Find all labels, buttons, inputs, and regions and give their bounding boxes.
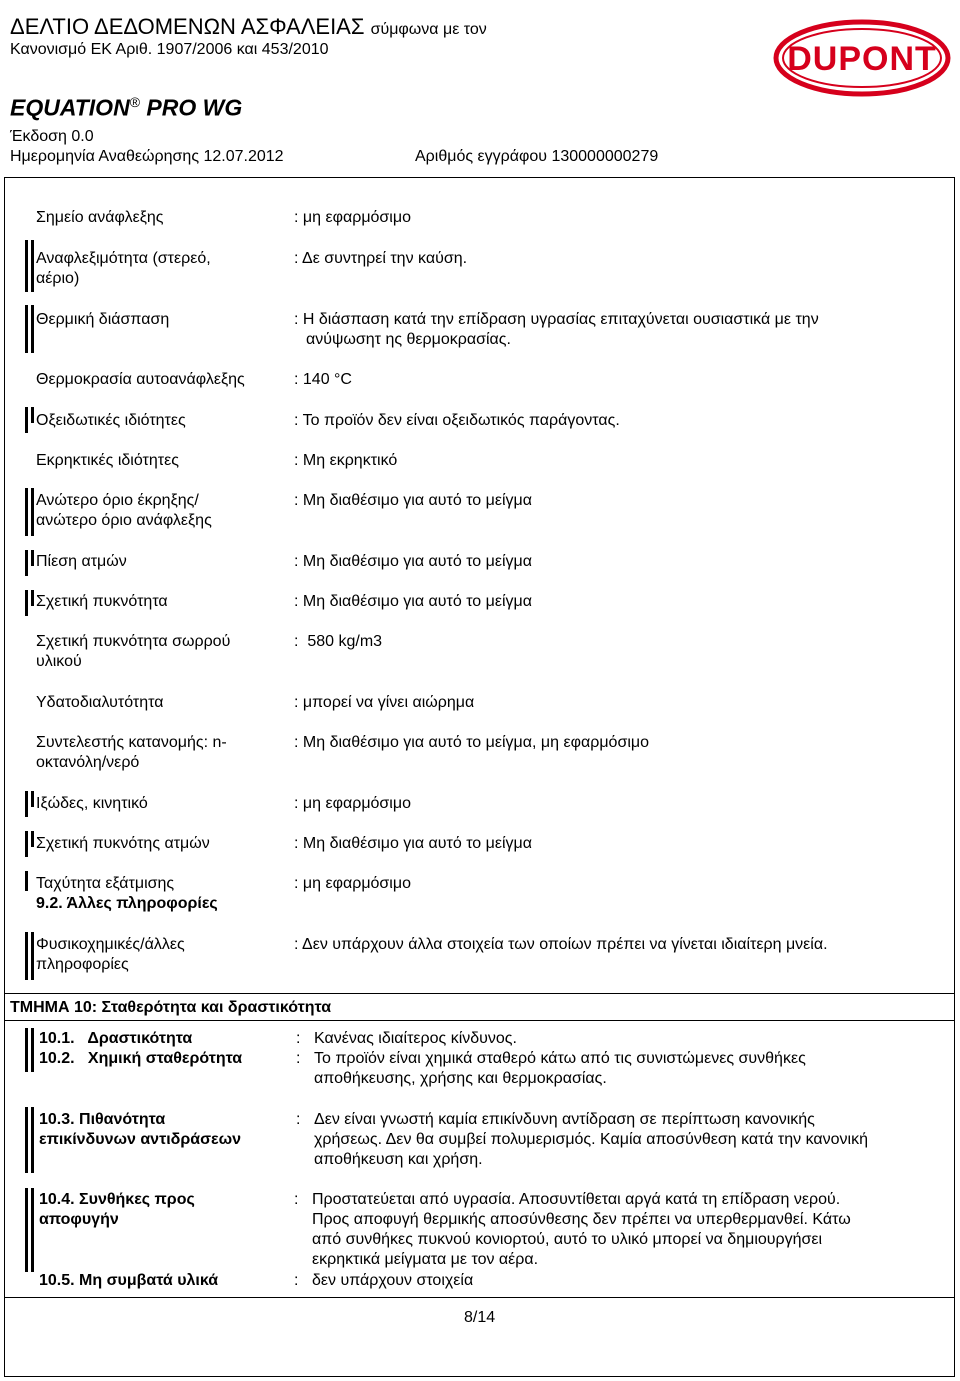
prop-value: : Μη διαθέσιμο για αυτό το μείγμα bbox=[294, 593, 533, 610]
subsection-text: Προς αποφυγή θερμικής αποσύνθεσης δεν πρέπει να υπερθερμανθεί. Κάτω bbox=[312, 1211, 851, 1228]
subsection-label: 10.2. Χημική σταθερότητα bbox=[39, 1050, 243, 1067]
prop-label: Θερμική διάσπαση bbox=[36, 311, 170, 328]
subsection-label: 10.4. Συνθήκες προς bbox=[39, 1191, 195, 1208]
subsection-text: αποθήκευση και χρήση. bbox=[314, 1151, 483, 1168]
prop-label: Φυσικοχημικές/άλλες bbox=[36, 936, 185, 953]
subsection-text: από συνθήκες πυκνού κονιορτού, αυτό το υλικό μπορεί να δημιουργήσει bbox=[312, 1231, 823, 1248]
prop-value: : Το προϊόν δεν είναι οξειδωτικός παράγοντας. bbox=[294, 412, 620, 429]
prop-label-cont: πληροφορίες bbox=[36, 956, 129, 973]
change-bar bbox=[31, 590, 34, 606]
subsection-label: 10.1. Δραστικότητα bbox=[39, 1030, 193, 1047]
subsection-text: χρήσεως. Δεν θα συμβεί πολυμερισμός. Καμία αποσύνθεση κατά την κανονική bbox=[314, 1131, 868, 1148]
change-bar bbox=[31, 407, 34, 423]
prop-value-cont: ανύψωσητ ης θερμοκρασίας. bbox=[306, 331, 511, 348]
change-bar bbox=[25, 1028, 28, 1072]
prop-label: Οξειδωτικές ιδιότητες bbox=[36, 412, 186, 429]
subsection-label: 10.3. Πιθανότητα bbox=[39, 1111, 166, 1128]
prop-label: Υδατοδιαλυτότητα bbox=[36, 694, 164, 711]
change-bar bbox=[25, 550, 28, 576]
subsection-heading: 9.2. Άλλες πληροφορίες bbox=[36, 895, 218, 912]
prop-value: : Η διάσπαση κατά την επίδραση υγρασίας επιταχύνεται ουσιαστικά με την bbox=[294, 311, 819, 328]
prop-value: : Δεν υπάρχουν άλλα στοιχεία των οποίων πρέπει να γίνεται ιδιαίτερη μνεία. bbox=[294, 936, 828, 953]
prop-label-cont: ανώτερο όριο ανάφλεξης bbox=[36, 512, 212, 529]
section-heading: ΤΜΗΜΑ 10: Σταθερότητα και δραστικότητα bbox=[10, 999, 332, 1016]
prop-label-cont: υλικού bbox=[36, 653, 82, 670]
change-bar bbox=[25, 831, 28, 857]
page-number: 8/14 bbox=[464, 1309, 496, 1326]
prop-value: : Μη εκρηκτικό bbox=[294, 452, 398, 469]
title-main: ΔΕΛΤΙΟ ΔΕΔΟΜΕΝΩΝ ΑΣΦΑΛΕΙΑΣ bbox=[10, 14, 365, 39]
change-bar bbox=[31, 305, 34, 353]
subsection-text: εκρηκτικά μείγματα με τον αέρα. bbox=[312, 1251, 539, 1268]
svg-text:DUPONT: DUPONT bbox=[787, 40, 937, 78]
prop-label: Θερμοκρασία αυτοανάφλεξης bbox=[36, 371, 245, 388]
change-bar bbox=[25, 488, 28, 536]
change-bar bbox=[31, 932, 34, 980]
prop-value: : Μη διαθέσιμο για αυτό το μείγμα, μη εφαρμόσιμο bbox=[294, 734, 649, 751]
prop-label: Ανώτερο όριο έκρηξης/ bbox=[36, 492, 199, 509]
regulation-line: Κανονισμό ΕΚ Αριθ. 1907/2006 και 453/2010 bbox=[10, 41, 329, 58]
change-bar bbox=[31, 1028, 34, 1072]
colon: : bbox=[296, 1050, 301, 1067]
prop-label: Αναφλεξιμότητα (στερεό, bbox=[36, 250, 211, 267]
prop-value: : μη εφαρμόσιμο bbox=[294, 209, 411, 226]
change-bar bbox=[31, 240, 34, 292]
change-bar bbox=[31, 488, 34, 536]
subsection-text: Δεν είναι γνωστή καμία επικίνδυνη αντίδραση σε περίπτωση κανονικής bbox=[314, 1111, 815, 1128]
subsection-text: δεν υπάρχουν στοιχεία bbox=[312, 1272, 474, 1289]
section-rule bbox=[4, 993, 955, 994]
prop-label: Σημείο ανάφλεξης bbox=[36, 209, 164, 226]
colon: : bbox=[294, 1272, 299, 1289]
change-bar bbox=[31, 550, 34, 566]
document-number: Αριθμός εγγράφου 130000000279 bbox=[415, 148, 659, 165]
colon: : bbox=[296, 1111, 301, 1128]
prop-label: Πίεση ατμών bbox=[36, 553, 127, 570]
colon: : bbox=[296, 1030, 301, 1047]
change-bar bbox=[25, 932, 28, 980]
prop-label: Εκρηκτικές ιδιότητες bbox=[36, 452, 179, 469]
subsection-label-cont: επικίνδυνων αντιδράσεων bbox=[39, 1131, 242, 1148]
version-line: Έκδοση 0.0 bbox=[10, 128, 94, 145]
change-bar bbox=[25, 407, 28, 433]
prop-label: Συντελεστής κατανομής: n- bbox=[36, 734, 227, 751]
prop-label-cont: αέριο) bbox=[36, 270, 80, 287]
prop-label: Σχετική πυκνότητα σωρρού bbox=[36, 633, 231, 650]
subsection-label: 10.5. Μη συμβατά υλικά bbox=[39, 1272, 219, 1289]
document-title bbox=[10, 14, 487, 43]
change-bar bbox=[31, 831, 34, 847]
change-bar bbox=[31, 1188, 34, 1272]
change-bar bbox=[31, 1107, 34, 1173]
colon: : bbox=[294, 1191, 299, 1208]
change-bar bbox=[25, 871, 28, 891]
prop-value: : Μη διαθέσιμο για αυτό το μείγμα bbox=[294, 835, 533, 852]
subsection-text: Το προϊόν είναι χημικά σταθερό κάτω από τις συνιστώμενες συνθήκες bbox=[314, 1050, 806, 1067]
revision-date: Ημερομηνία Αναθεώρησης 12.07.2012 bbox=[10, 148, 284, 165]
footer-rule bbox=[4, 1297, 955, 1298]
prop-value: : 580 kg/m3 bbox=[294, 633, 383, 650]
section-rule bbox=[4, 1020, 955, 1021]
prop-value: : μπορεί να γίνει αιώρημα bbox=[294, 694, 475, 711]
dupont-logo bbox=[772, 18, 952, 103]
prop-label: Σχετική πυκνότης ατμών bbox=[36, 835, 210, 852]
change-bar bbox=[25, 1188, 28, 1272]
change-bar bbox=[25, 305, 28, 353]
subsection-text: Προστατεύεται από υγρασία. Αποσυντίθεται αργά κατά τη επίδραση νερού. bbox=[312, 1191, 841, 1208]
change-bar bbox=[31, 791, 34, 807]
prop-label: Ταχύτητα εξάτμισης bbox=[36, 875, 175, 892]
prop-label: Ιξώδες, κινητικό bbox=[36, 795, 148, 812]
prop-value: : Μη διαθέσιμο για αυτό το μείγμα bbox=[294, 492, 533, 509]
prop-value: : Δε συντηρεί την καύση. bbox=[294, 250, 468, 267]
prop-value: : μη εφαρμόσιμο bbox=[294, 795, 411, 812]
subsection-text: Κανένας ιδιαίτερος κίνδυνος. bbox=[314, 1030, 517, 1047]
prop-value: : Μη διαθέσιμο για αυτό το μείγμα bbox=[294, 553, 533, 570]
change-bar bbox=[25, 791, 28, 817]
prop-label-cont: οκτανόλη/νερό bbox=[36, 754, 140, 771]
change-bar bbox=[25, 240, 28, 292]
prop-value: : μη εφαρμόσιμο bbox=[294, 875, 411, 892]
subsection-label-cont: αποφυγήν bbox=[39, 1211, 119, 1228]
registered-mark: ® bbox=[129, 94, 141, 110]
change-bar bbox=[25, 1107, 28, 1173]
title-suffix: σύμφωνα με τον bbox=[370, 21, 487, 38]
prop-value: : 140 °C bbox=[294, 371, 352, 388]
subsection-text: αποθήκευσης, χρήσης και θερμοκρασίας. bbox=[314, 1070, 607, 1087]
prop-label: Σχετική πυκνότητα bbox=[36, 593, 168, 610]
product-name: EQUATION® PRO WG bbox=[10, 94, 243, 121]
change-bar bbox=[25, 590, 28, 616]
